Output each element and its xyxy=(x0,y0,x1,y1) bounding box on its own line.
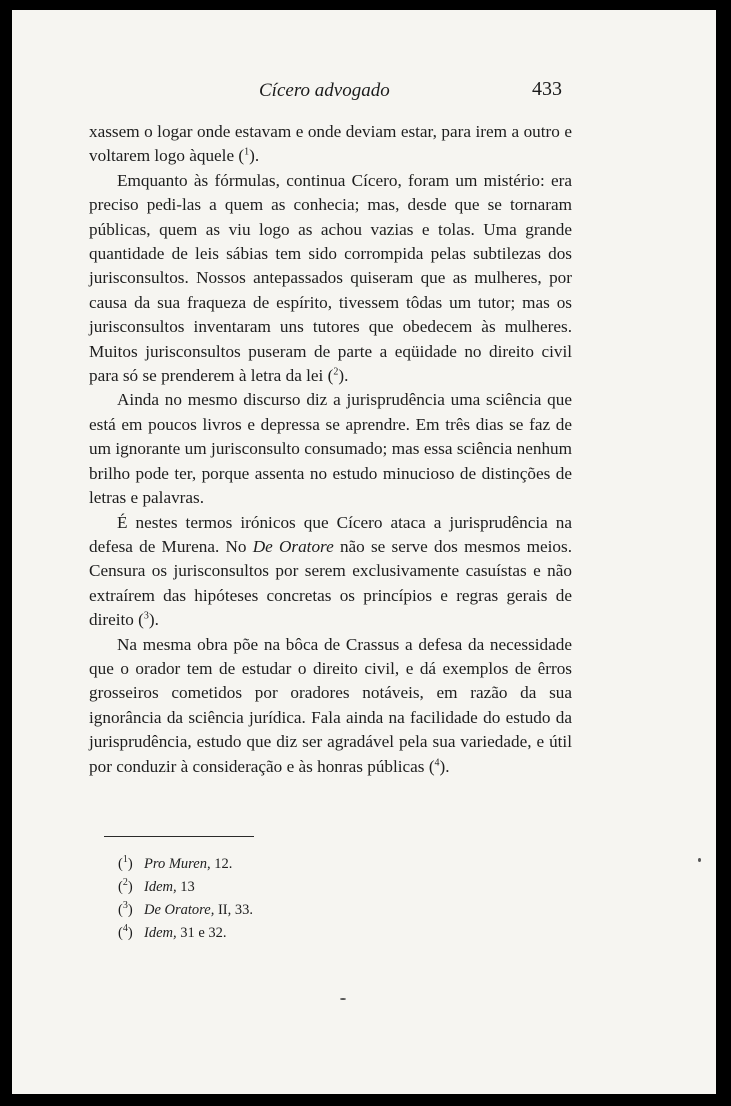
page-header xyxy=(12,80,716,104)
footnote-ref-2: 2 xyxy=(333,366,339,378)
paragraph-4-before: É nestes termos irónicos que Cícero ataca a jurisprudência na defesa de Murena. No xyxy=(89,512,572,556)
book-page xyxy=(12,10,716,1094)
paragraph-2-text: Emquanto às fórmulas, continua Cícero, foram um mistério: era preciso pedi-las a quem as conhecia; mas, desde que se tornaram públicas, quem as viu logo as achou vazias e tolas. Uma grande quantidade de leis sábias tem sido corrompida pelas subtilezas dos jurisconsultos. Nossos antepassados quiseram que as mulheres, por causa da sua fraqueza de espírito, tivessem tôdas um tutor; mas os jurisconsultos inventaram uns tutores que obedecem às mulheres. Muitos jurisconsultos puseram de parte a eqüidade no direito civil para só se prenderem à letra da lei xyxy=(89,170,572,386)
paragraph-5: Na mesma obra põe na bôca de Crassus a defesa da necessidade que o orador tem de estudar o direito civil, e dá exemplos de êrros grosseiros cometidos por oradores notáveis, em razão da sua ignorância da sciência jurídica. Fala ainda na facilidade do estudo da jurisprudência, estudo que diz ser agradável pela sua variedade, e útil por conduzir à consideração e às honras públicas ($^4$). xyxy=(89,634,572,776)
footnote-reference: De Oratore, xyxy=(144,902,215,918)
footnote-mark: 3 xyxy=(122,900,128,912)
footnote-detail: 31 e 32. xyxy=(176,925,227,941)
page-number: 433 xyxy=(532,78,562,100)
paragraph-1-text: xassem o logar onde estavam e onde deviam estar, para irem a outro e voltarem logo àquele xyxy=(89,122,572,166)
paragraph-2-end: . xyxy=(344,366,349,386)
paragraph-4-after: não se serve dos mesmos meios. Censura os jurisconsultos por serem exclusivamente casuístas e não extraírem das hipóteses concretas os princípios e regras gerais de direito xyxy=(89,536,572,630)
work-title-de-oratore: De Oratore xyxy=(252,536,334,556)
main-text xyxy=(89,120,572,779)
footnote: ($^2$) Idem, 13 xyxy=(118,877,195,895)
footnote: ($^1$) Pro Muren, 12. xyxy=(118,854,233,872)
paragraph-2: Emquanto às fórmulas, continua Cícero, foram um mistério: era preciso pedi-las a quem as conhecia; mas, desde que se tornaram públicas, quem as viu logo as achou vazias e tolas. Uma grande quantidade de leis sábias tem sido corrompida pelas subtilezas dos jurisconsultos. Nossos antepassados quiseram que as mulheres, por causa da sua fraqueza de espírito, tivessem tôdas um tutor; mas os jurisconsultos inventaram uns tutores que obedecem às mulheres. Muitos jurisconsultos puseram de parte a eqüidade no direito civil para só se prenderem à letra da lei ($^2$). xyxy=(89,170,572,386)
footnote-ref-1: 1 xyxy=(244,146,250,158)
footnote-mark: 1 xyxy=(122,854,128,866)
footnote-reference: Idem, xyxy=(144,925,177,941)
footnote-ref-3: 3 xyxy=(143,610,149,622)
paragraph-5-end: . xyxy=(445,756,450,776)
paragraph-5-text: Na mesma obra põe na bôca de Crassus a defesa da necessidade que o orador tem de estudar o direito civil, e dá exemplos de êrros grosseiros cometidos por oradores notáveis, em razão da sua ignorância da sciência jurídica. Fala ainda na facilidade do estudo da jurisprudência, estudo que diz ser agradável pela sua variedade, e útil por conduzir à consideração e às honras públicas xyxy=(89,634,572,776)
footnote: ($^3$) De Oratore, II, 33. xyxy=(118,900,254,918)
paragraph-1-end: . xyxy=(254,146,260,166)
paragraph-4-end: . xyxy=(154,610,159,630)
paper-speck xyxy=(698,858,701,862)
paragraph-3 xyxy=(89,388,572,510)
running-title: Cícero advogado xyxy=(259,80,390,101)
footnote-detail: , 12. xyxy=(206,856,233,872)
footnote-reference: Pro Muren xyxy=(144,856,207,872)
footnote-reference: Idem, xyxy=(144,879,177,895)
paper-speck xyxy=(340,998,346,1000)
paragraph-1: xassem o logar onde estavam e onde deviam estar, para irem a outro e voltarem logo àquele ($^1$). xyxy=(89,122,572,166)
footnote-detail: II, 33. xyxy=(214,902,254,918)
footnote-ref-4: 4 xyxy=(434,756,440,768)
footnote-mark: 2 xyxy=(122,877,128,889)
footnotes xyxy=(118,853,518,945)
footnote-mark: 4 xyxy=(122,923,128,935)
footnote-detail: 13 xyxy=(176,879,195,895)
paragraph-3-text: Ainda no mesmo discurso diz a jurisprudência uma sciência que está em poucos livros e depressa se aprendre. Em três dias se faz de um ignorante um jurisconsulto consumado; mas essa sciência nenhum brilho pode ter, porque assenta no estudo minucioso de distinções de letras e palavras. xyxy=(89,390,572,508)
footnote-rule xyxy=(104,836,254,837)
paragraph-4: É nestes termos irónicos que Cícero ataca a jurisprudência na defesa de Murena. No De Oratore não se serve dos mesmos meios. Censura os jurisconsultos por serem exclusivamente casuístas e não extraírem das hipóteses concretas os princípios e regras gerais de direito ($^3$). xyxy=(89,512,572,630)
footnote: ($^4$) Idem, 31 e 32. xyxy=(118,923,227,941)
